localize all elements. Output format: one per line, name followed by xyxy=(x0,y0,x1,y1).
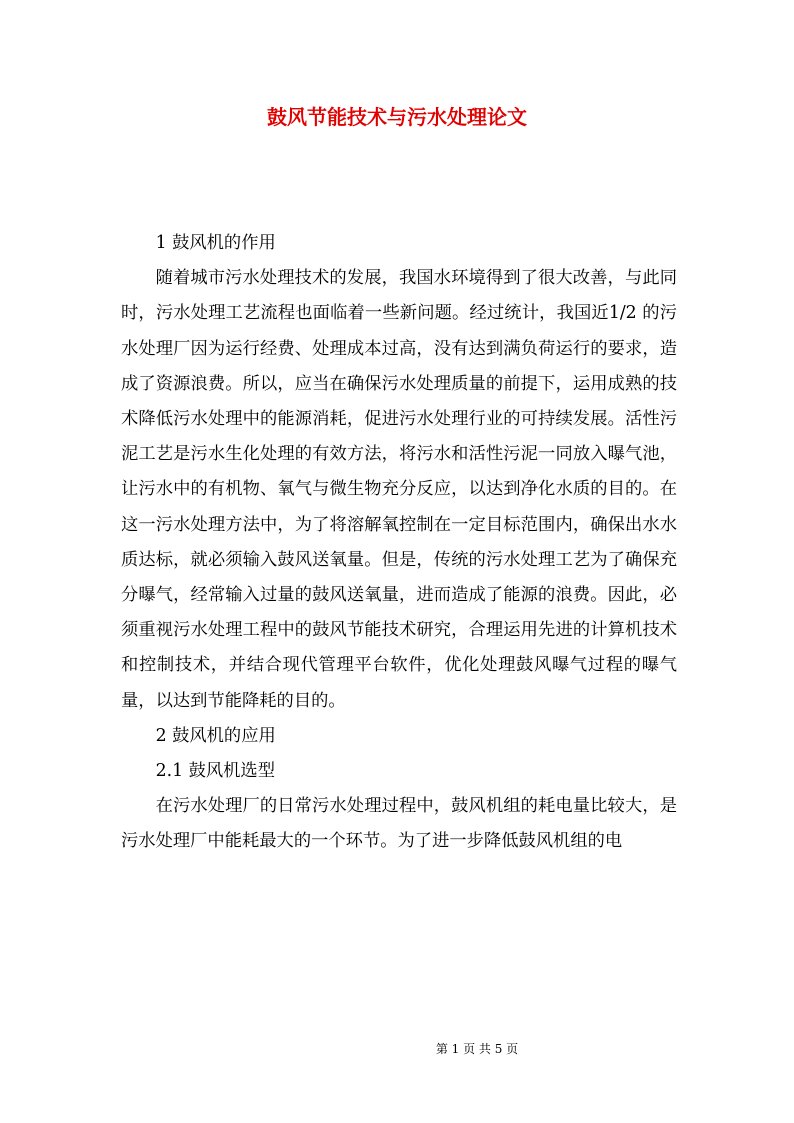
paragraph: 随着城市污水处理技术的发展，我国水环境得到了很大改善，与此同时，污水处理工艺流程也面临着一些新问题。经过统计，我国近1/2 的污水处理厂因为运行经费、处理成本过高，没有达到满负荷运行的要求，造成了资源浪费。所以，应当在确保污水处理质量的前提下，运用成熟的技术降低污水处理中的能源消耗，促进污水处理行业的可持续发展。活性污泥工艺是污水生化处理的有效方法，将污水和活性污泥一同放入曝气池，让污水中的有机物、氧气与微生物充分反应，以达到净化水质的目的。在这一污水处理方法中，为了将溶解氧控制在一定目标范围内，确保出水水质达标，就必须输入鼓风送氧量。但是，传统的污水处理工艺为了确保充分曝气，经常输入过量的鼓风送氧量，进而造成了能源的浪费。因此，必须重视污水处理工程中的鼓风节能技术研究，合理运用先进的计算机技术和控制技术，并结合现代管理平台软件，优化处理鼓风曝气过程的曝气量，以达到节能降耗的目的。 xyxy=(121,268,677,711)
section-heading: 2 鼓风机的应用 xyxy=(155,725,276,746)
page-number: 第 1 页 共 5 页 xyxy=(435,1042,519,1056)
document-body xyxy=(121,226,677,860)
subsection-heading: 2.1 鼓风机选型 xyxy=(155,761,275,782)
paragraph: 在污水处理厂的日常污水处理过程中，鼓风机组的耗电量比较大，是污水处理厂中能耗最大的一个环节。为了进一步降低鼓风机组的电 xyxy=(121,796,677,852)
document-title: 鼓风节能技术与污水处理论文 xyxy=(267,105,527,129)
section-heading: 1 鼓风机的作用 xyxy=(155,233,276,253)
